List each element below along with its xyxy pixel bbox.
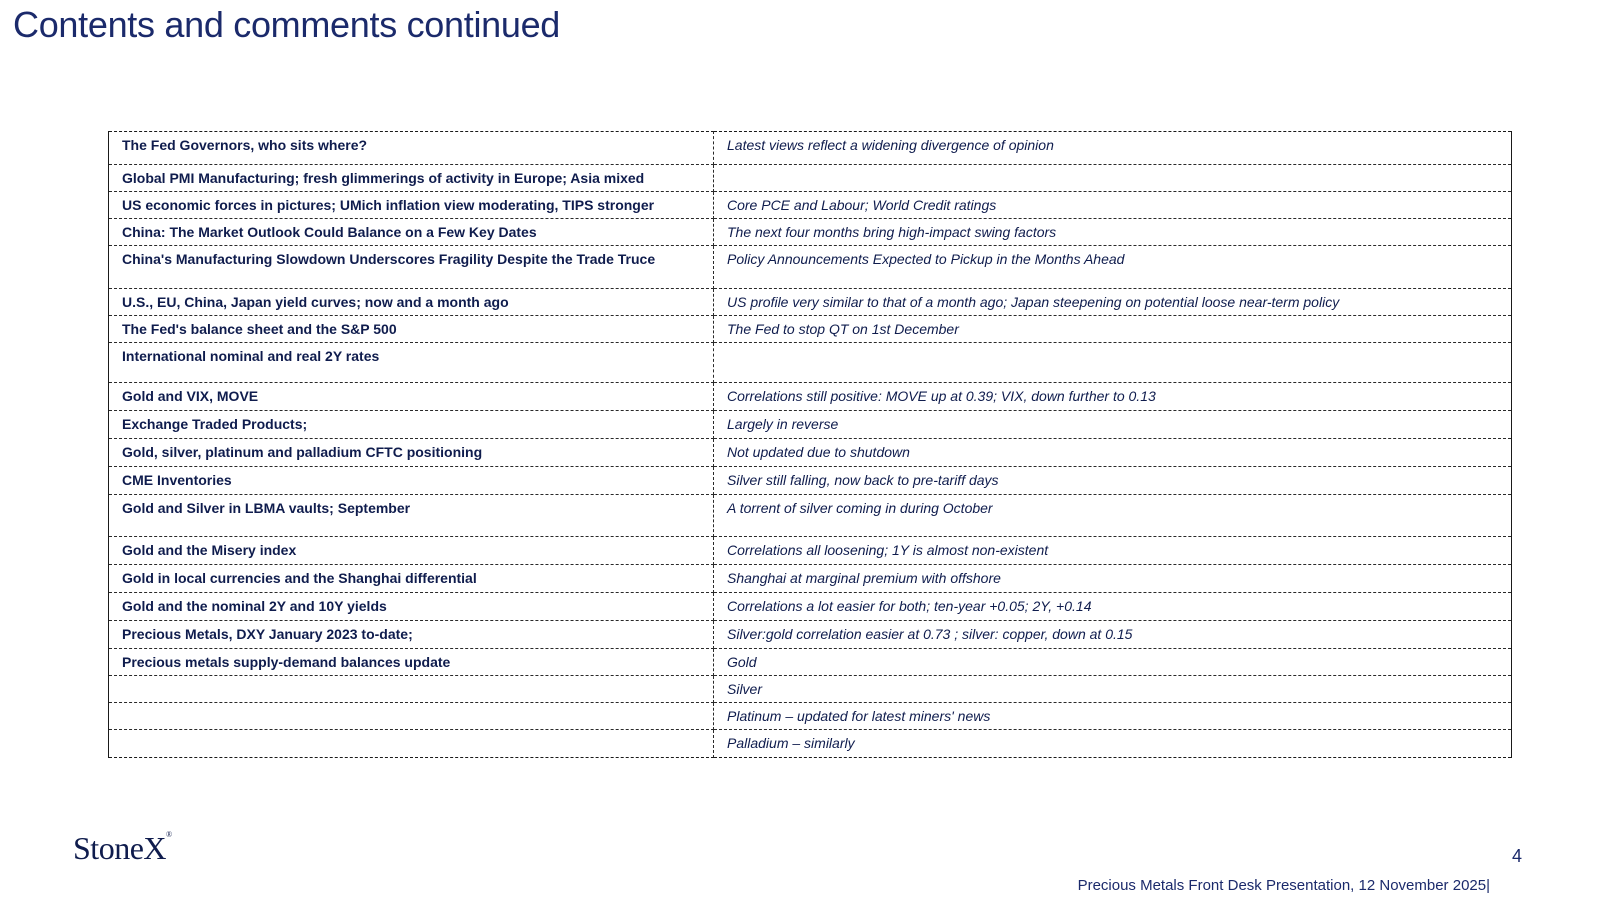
comment-cell: The next four months bring high-impact swing factors [714, 219, 1512, 246]
table-row [109, 316, 1512, 343]
comment-cell: US profile very similar to that of a month ago; Japan steepening on potential loose near-term policy [714, 289, 1512, 316]
table-row [109, 132, 1512, 165]
topic-cell: Gold in local currencies and the Shanghai differential [109, 565, 714, 593]
stonex-logo [73, 830, 172, 867]
table-row [109, 192, 1512, 219]
comment-cell: Largely in reverse [714, 411, 1512, 439]
comment-cell [714, 343, 1512, 383]
comment-cell: Latest views reflect a widening divergence of opinion [714, 132, 1512, 165]
comment-cell [714, 165, 1512, 192]
topic-cell: Gold, silver, platinum and palladium CFTC positioning [109, 439, 714, 467]
table-row [109, 593, 1512, 621]
comment-cell: Silver [714, 676, 1512, 703]
comment-cell: Silver still falling, now back to pre-tariff days [714, 467, 1512, 495]
topic-cell: Gold and the Misery index [109, 537, 714, 565]
comment-cell: A torrent of silver coming in during October [714, 495, 1512, 537]
table-row [109, 537, 1512, 565]
comment-cell: Correlations a lot easier for both; ten-year +0.05; 2Y, +0.14 [714, 593, 1512, 621]
topic-cell: CME Inventories [109, 467, 714, 495]
comment-cell: Silver:gold correlation easier at 0.73 ; silver: copper, down at 0.15 [714, 621, 1512, 649]
table-row [109, 343, 1512, 383]
page-title: Contents and comments continued [13, 4, 561, 45]
contents-table [108, 131, 1512, 758]
topic-cell: Exchange Traded Products; [109, 411, 714, 439]
topic-cell: The Fed's balance sheet and the S&P 500 [109, 316, 714, 343]
table-row [109, 383, 1512, 411]
table-row [109, 467, 1512, 495]
comment-cell: Correlations still positive: MOVE up at 0.39; VIX, down further to 0.13 [714, 383, 1512, 411]
topic-cell: China: The Market Outlook Could Balance on a Few Key Dates [109, 219, 714, 246]
topic-cell: US economic forces in pictures; UMich inflation view moderating, TIPS stronger [109, 192, 714, 219]
topic-cell: The Fed Governors, who sits where? [109, 132, 714, 165]
topic-cell [109, 676, 714, 703]
table-row [109, 411, 1512, 439]
table-row [109, 289, 1512, 316]
table-row [109, 621, 1512, 649]
topic-cell: U.S., EU, China, Japan yield curves; now and a month ago [109, 289, 714, 316]
table-row [109, 730, 1512, 758]
table-row [109, 676, 1512, 703]
comment-cell: Platinum – updated for latest miners' news [714, 703, 1512, 730]
table-row [109, 495, 1512, 537]
footer-text: Precious Metals Front Desk Presentation, 12 November 2025| [1077, 877, 1490, 894]
topic-cell: Precious metals supply-demand balances update [109, 649, 714, 676]
topic-cell: Global PMI Manufacturing; fresh glimmerings of activity in Europe; Asia mixed [109, 165, 714, 192]
topic-cell [109, 703, 714, 730]
comment-cell: Not updated due to shutdown [714, 439, 1512, 467]
table-row [109, 565, 1512, 593]
table-row [109, 439, 1512, 467]
table-row [109, 649, 1512, 676]
topic-cell: Gold and VIX, MOVE [109, 383, 714, 411]
table-row [109, 219, 1512, 246]
topic-cell: Precious Metals, DXY January 2023 to-date; [109, 621, 714, 649]
topic-cell: China's Manufacturing Slowdown Underscores Fragility Despite the Trade Truce [109, 246, 714, 289]
comment-cell: Shanghai at marginal premium with offshore [714, 565, 1512, 593]
topic-cell: Gold and the nominal 2Y and 10Y yields [109, 593, 714, 621]
comment-cell: Core PCE and Labour; World Credit ratings [714, 192, 1512, 219]
comment-cell: The Fed to stop QT on 1st December [714, 316, 1512, 343]
comment-cell: Correlations all loosening; 1Y is almost non-existent [714, 537, 1512, 565]
logo-text: StoneX [73, 830, 166, 866]
topic-cell [109, 730, 714, 758]
comment-cell: Gold [714, 649, 1512, 676]
page-number: 4 [1512, 846, 1523, 866]
table-row [109, 246, 1512, 289]
comment-cell: Palladium – similarly [714, 730, 1512, 758]
comment-cell: Policy Announcements Expected to Pickup in the Months Ahead [714, 246, 1512, 289]
table-row [109, 165, 1512, 192]
table-row [109, 703, 1512, 730]
topic-cell: Gold and Silver in LBMA vaults; September [109, 495, 714, 537]
topic-cell: International nominal and real 2Y rates [109, 343, 714, 383]
logo-registered-mark: ® [166, 830, 172, 840]
